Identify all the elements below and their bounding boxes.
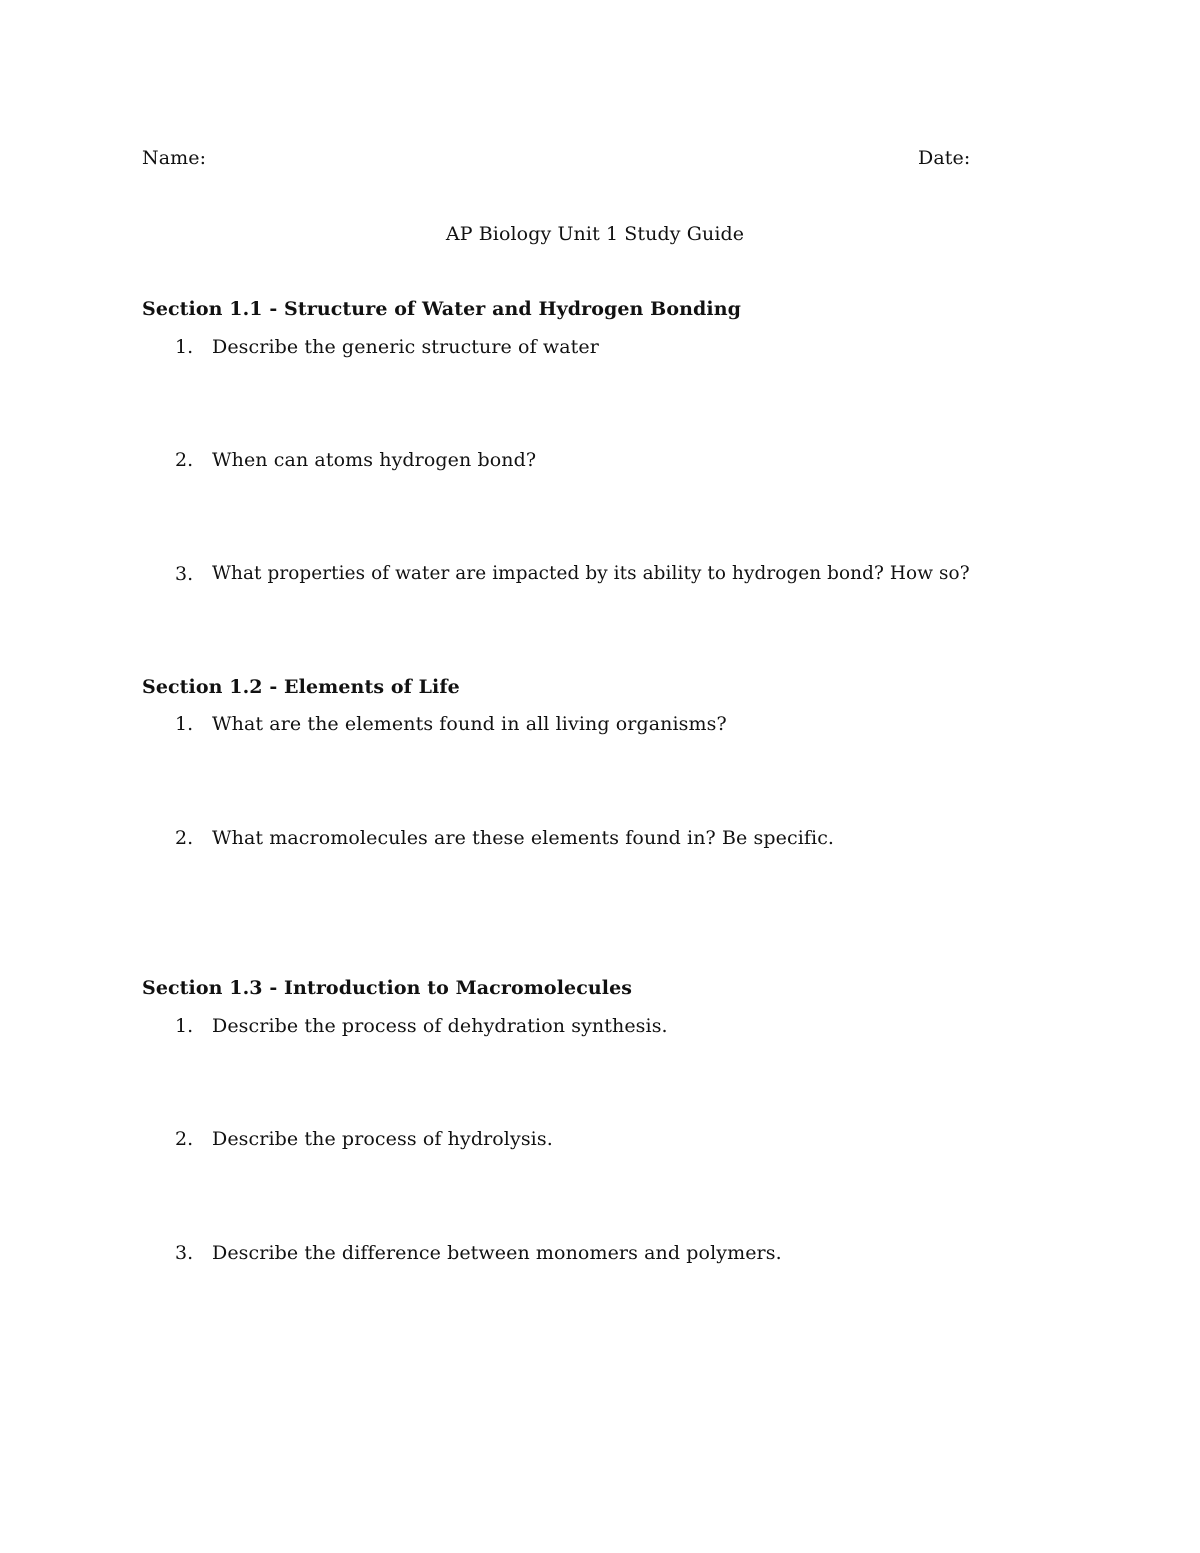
question-text: Describe the process of dehydration synthesis. bbox=[212, 1015, 668, 1037]
date-label: Date: bbox=[918, 147, 971, 169]
section-heading: Section 1.1 - Structure of Water and Hydrogen Bonding bbox=[142, 298, 742, 320]
question-number: 1. bbox=[175, 336, 194, 358]
question-number: 2. bbox=[175, 449, 194, 471]
question-number: 1. bbox=[175, 713, 194, 735]
question-text: Describe the difference between monomers and polymers. bbox=[212, 1242, 782, 1264]
question-number: 3. bbox=[175, 563, 194, 585]
question-text: When can atoms hydrogen bond? bbox=[212, 449, 537, 471]
question-text: What properties of water are impacted by its ability to hydrogen bond? How so? bbox=[212, 563, 970, 584]
question-text: What are the elements found in all living organisms? bbox=[212, 713, 727, 735]
question-number: 3. bbox=[175, 1242, 194, 1264]
section-heading: Section 1.3 - Introduction to Macromolecules bbox=[142, 977, 633, 999]
question-text: Describe the generic structure of water bbox=[212, 336, 599, 358]
section-heading: Section 1.2 - Elements of Life bbox=[142, 676, 460, 698]
page-title: AP Biology Unit 1 Study Guide bbox=[445, 223, 745, 245]
question-text: What macromolecules are these elements found in? Be specific. bbox=[212, 827, 835, 849]
question-text: Describe the process of hydrolysis. bbox=[212, 1128, 553, 1150]
question-number: 1. bbox=[175, 1015, 194, 1037]
name-label: Name: bbox=[142, 147, 207, 169]
question-number: 2. bbox=[175, 1128, 194, 1150]
question-number: 2. bbox=[175, 827, 194, 849]
